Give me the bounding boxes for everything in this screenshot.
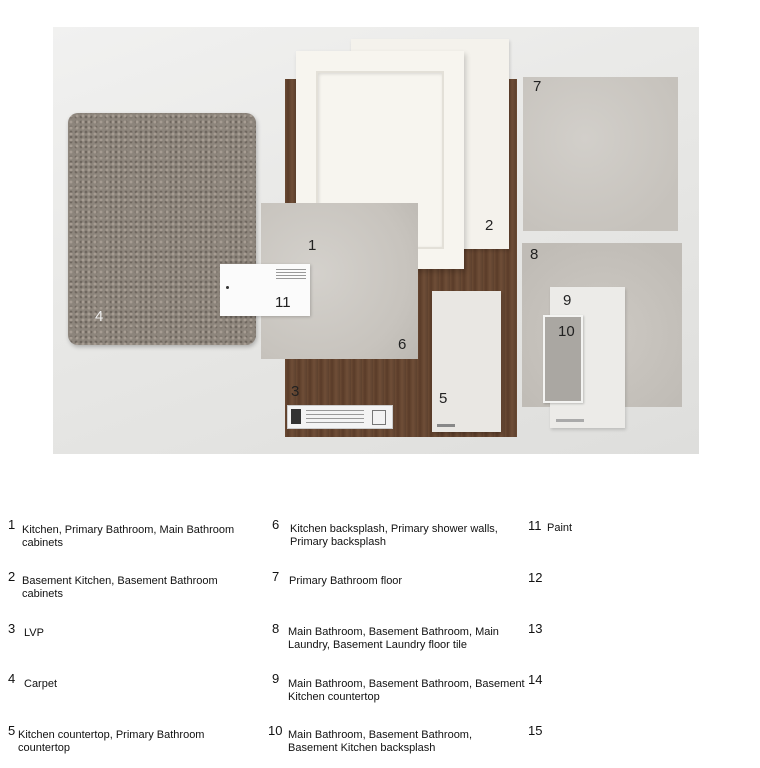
swatch-number-2: 2 (485, 217, 494, 234)
legend-number: 15 (528, 723, 543, 738)
legend-number: 2 (8, 569, 16, 584)
legend-number: 6 (272, 517, 280, 532)
material-board-photo (53, 27, 699, 454)
legend-text: Main Bathroom, Basement Bathroom, Basement Kitchen backsplash (288, 729, 473, 754)
legend-number: 11 (528, 518, 542, 533)
lvp-product-label (287, 405, 393, 429)
legend-text: Kitchen countertop, Primary Bathroom countertop (18, 729, 205, 754)
legend-number: 12 (528, 570, 543, 585)
swatch-number-8: 8 (530, 246, 539, 263)
label-badge-icon (372, 410, 386, 425)
legend-text: Primary Bathroom floor (289, 575, 403, 587)
legend-number: 8 (272, 621, 280, 636)
swatch-number-1: 1 (308, 237, 317, 254)
legend-text: Main Bathroom, Basement Bathroom, Main Laundry, Basement Laundry floor tile (288, 626, 499, 651)
legend-text: LVP (24, 627, 44, 639)
paint-card-text-lines (276, 269, 306, 279)
countertop-sample-5 (432, 291, 501, 432)
label-text-lines (306, 410, 364, 423)
floor-tile-sample-7 (523, 77, 678, 231)
sample-tag (437, 424, 455, 427)
legend-number: 9 (272, 671, 280, 686)
brand-logo-icon (291, 409, 301, 424)
legend-number: 1 (8, 517, 16, 532)
paint-card-11 (220, 264, 310, 316)
legend-number: 4 (8, 671, 16, 686)
swatch-number-6: 6 (398, 336, 407, 353)
legend-number: 5 (8, 723, 16, 738)
swatch-number-4: 4 (95, 308, 104, 325)
legend-number: 13 (528, 621, 543, 636)
paint-card-dot (226, 286, 229, 289)
legend-text: Paint (547, 522, 573, 534)
swatch-number-5: 5 (439, 390, 448, 407)
legend-number: 10 (268, 723, 283, 738)
legend-text: Carpet (24, 678, 58, 690)
legend-number: 14 (528, 672, 543, 687)
legend-number: 7 (272, 569, 280, 584)
legend-text: Basement Kitchen, Basement Bathroom cabinets (22, 575, 218, 600)
legend-number: 3 (8, 621, 16, 636)
swatch-number-7: 7 (533, 78, 542, 95)
legend-text: Kitchen backsplash, Primary shower walls, Primary backsplash (290, 523, 498, 548)
sample-tag (556, 419, 584, 422)
swatch-number-9: 9 (563, 292, 572, 309)
swatch-number-3: 3 (291, 383, 300, 400)
swatch-number-11: 11 (275, 294, 291, 311)
swatch-number-10: 10 (558, 323, 575, 340)
legend-text: Kitchen, Primary Bathroom, Main Bathroom cabinets (22, 524, 235, 549)
legend-text: Main Bathroom, Basement Bathroom, Basement Kitchen countertop (288, 678, 525, 703)
